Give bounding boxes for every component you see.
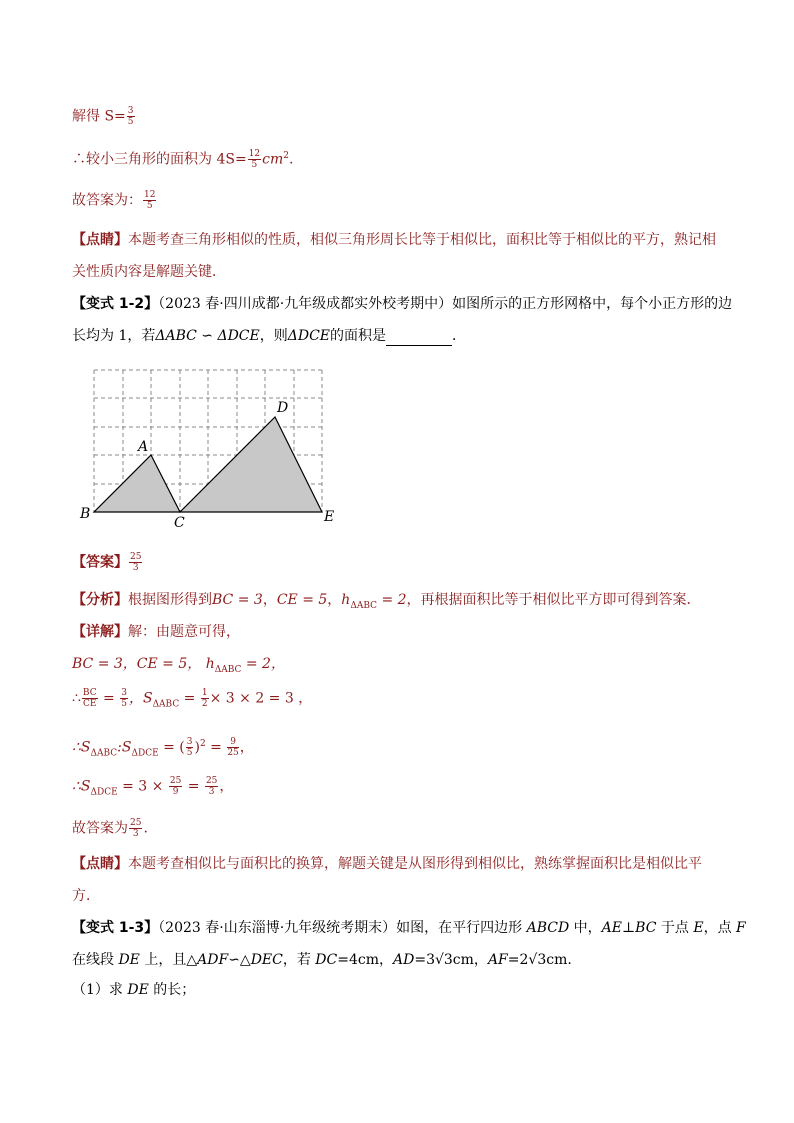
variant-1-2-line-2: 长均为 1，若ΔABC ∽ ΔDCE，则ΔDCE的面积是 ． [72, 328, 467, 344]
label-a: A [138, 439, 149, 455]
answer-line: 故答案为： $\frac{12}{5}$ [72, 190, 156, 211]
comment2-line-2: 方． [72, 888, 100, 904]
variant-1-3-line-1: 【变式 1-3】（2023 春·山东淄博·九年级统考期末）如图，在平行四边形 ABCD 中，AE⊥BC 于点 E，点 F [72, 920, 746, 936]
label-b: B [80, 506, 91, 522]
question-1: （1）求 DE 的长； [72, 982, 196, 998]
variant-1-2-line-1: 【变式 1-2】（2023 春·四川成都·九年级成都实外校考期中）如图所示的正方形网格中，每个小正方形的边 [72, 296, 733, 312]
step-1: BC = 3，CE = 5， $h_{\Delta ABC} = 2$， [72, 656, 285, 675]
comment-line-2: 关性质内容是解题关键． [72, 264, 226, 280]
fraction: $\frac{25}{3}$ [130, 552, 142, 573]
answer-tag-line: 【答案】 $\frac{25}{3}$ [72, 552, 142, 573]
fraction: $\frac{3}{5}$ [127, 106, 134, 127]
detail-line: 【详解】解：由题意可得， [72, 624, 240, 640]
label-c: C [174, 515, 185, 530]
grid-figure [78, 360, 348, 530]
triangle-dce [180, 417, 322, 512]
solve-line: 解得 S= $\frac{3}{5}$ [72, 106, 134, 127]
step-4: $\therefore S_{\Delta DCE} = 3$ × $\frac{25}{9}$ = $\frac{25}{3}$ ， [72, 776, 234, 798]
fraction: $\frac{12}{5}$ [248, 149, 261, 171]
step-2: ∴ $\frac{BC}{CE}$ = $\frac{3}{5}$ ，$S_{\Delta ABC}$ = $\frac{1}{2}$ × 3 × 2 = 3 ， [72, 688, 313, 710]
analysis-line: 【分析】根据图形得到BC = 3，CE = 5，$h_{\Delta ABC} = 2$，再根据面积比等于相似比平方即可得到答案． [72, 592, 701, 611]
answer-blank [386, 331, 452, 346]
step-3: $\therefore S_{\Delta ABC}:S_{\Delta DCE}$ = ( $\frac{3}{5}$ )$^2$ = $\frac{9}{25}$ ， [72, 737, 254, 759]
label-d: D [277, 400, 289, 416]
comment2-line-1: 【点睛】本题考查相似比与面积比的换算，解题关键是从图形得到相似比，熟练掌握面积比是相似比平 [72, 856, 702, 872]
label-e: E [324, 509, 335, 525]
variant-1-3-line-2: 在线段 DE 上，且△ADF∽△DEC，若 DC=4cm，AD=3√3cm，AF=2√3cm. [72, 952, 572, 968]
step-5: 故答案为 $\frac{25}{3}$ . [72, 818, 148, 839]
fraction: $\frac{12}{5}$ [144, 190, 156, 211]
comment-line-1: 【点睛】本题考查三角形相似的性质，相似三角形周长比等于相似比，面积比等于相似比的平方，熟记相 [72, 232, 716, 248]
area-line: ∴较小三角形的面积为 4S= $\frac{12}{5}$ $cm^2$. [72, 149, 294, 171]
